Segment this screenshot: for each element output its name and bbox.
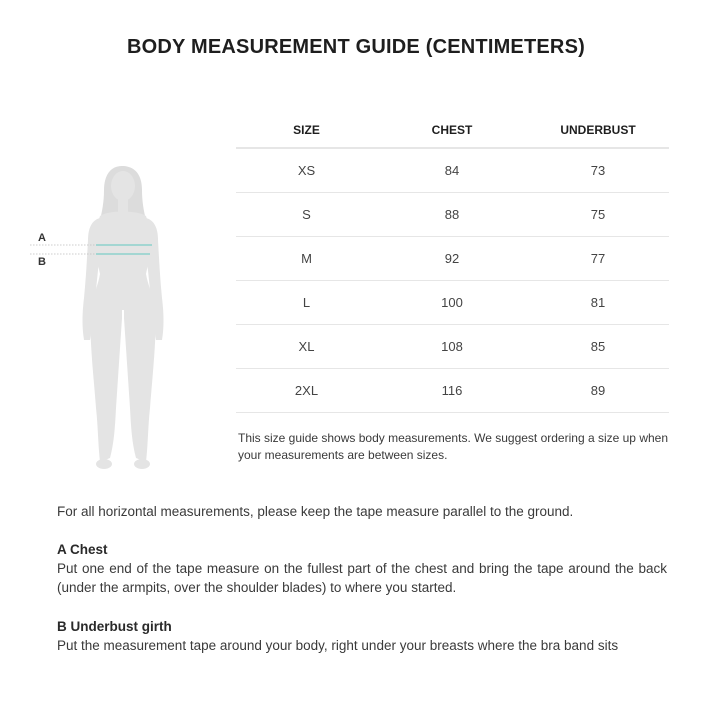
cell-underbust: 73 bbox=[590, 163, 606, 178]
size-note: This size guide shows body measurements. We suggest ordering a size up when your measurements are between sizes. bbox=[238, 431, 669, 462]
chest-instruction bbox=[57, 540, 667, 597]
table-row bbox=[236, 369, 669, 413]
cell-size: 2XL bbox=[294, 383, 319, 398]
cell-size: XL bbox=[298, 339, 315, 354]
cell-underbust: 75 bbox=[590, 207, 606, 222]
size-table bbox=[236, 118, 669, 413]
label-a: A bbox=[38, 232, 46, 244]
table-row bbox=[236, 149, 669, 193]
general-instruction: For all horizontal measurements, please keep the tape measure parallel to the ground. bbox=[57, 504, 574, 519]
cell-size: S bbox=[302, 207, 311, 222]
cell-chest: 108 bbox=[441, 339, 463, 354]
header-chest: CHEST bbox=[431, 123, 473, 137]
table-row bbox=[236, 325, 669, 369]
cell-chest: 116 bbox=[441, 383, 463, 398]
underbust-heading: B Underbust girth bbox=[57, 619, 172, 634]
label-b: B bbox=[38, 256, 46, 268]
cell-size: L bbox=[302, 295, 311, 310]
header-underbust: UNDERBUST bbox=[560, 123, 636, 137]
table-row bbox=[236, 281, 669, 325]
table-row bbox=[236, 237, 669, 281]
cell-chest: 84 bbox=[444, 163, 460, 178]
chest-heading: A Chest bbox=[57, 542, 108, 557]
chest-text: Put one end of the tape measure on the fullest part of the chest and bring the tape around the back (under the armpits, over the shoulder blades) to where you started. bbox=[57, 561, 667, 595]
underbust-text: Put the measurement tape around your body, right under your breasts where the bra band sits bbox=[57, 638, 619, 653]
cell-size: XS bbox=[297, 163, 316, 178]
table-header-row bbox=[236, 118, 669, 149]
cell-size: M bbox=[301, 251, 312, 266]
cell-underbust: 77 bbox=[590, 251, 606, 266]
table-row bbox=[236, 193, 669, 237]
underbust-instruction bbox=[57, 617, 667, 655]
header-size: SIZE bbox=[293, 123, 320, 137]
body-silhouette-figure bbox=[30, 158, 220, 478]
woman-silhouette-icon bbox=[30, 158, 220, 478]
cell-chest: 100 bbox=[441, 295, 463, 310]
cell-underbust: 81 bbox=[590, 295, 606, 310]
cell-underbust: 85 bbox=[590, 339, 606, 354]
page-title: BODY MEASUREMENT GUIDE (CENTIMETERS) bbox=[127, 36, 585, 58]
cell-chest: 88 bbox=[444, 207, 460, 222]
cell-underbust: 89 bbox=[590, 383, 606, 398]
cell-chest: 92 bbox=[444, 251, 460, 266]
